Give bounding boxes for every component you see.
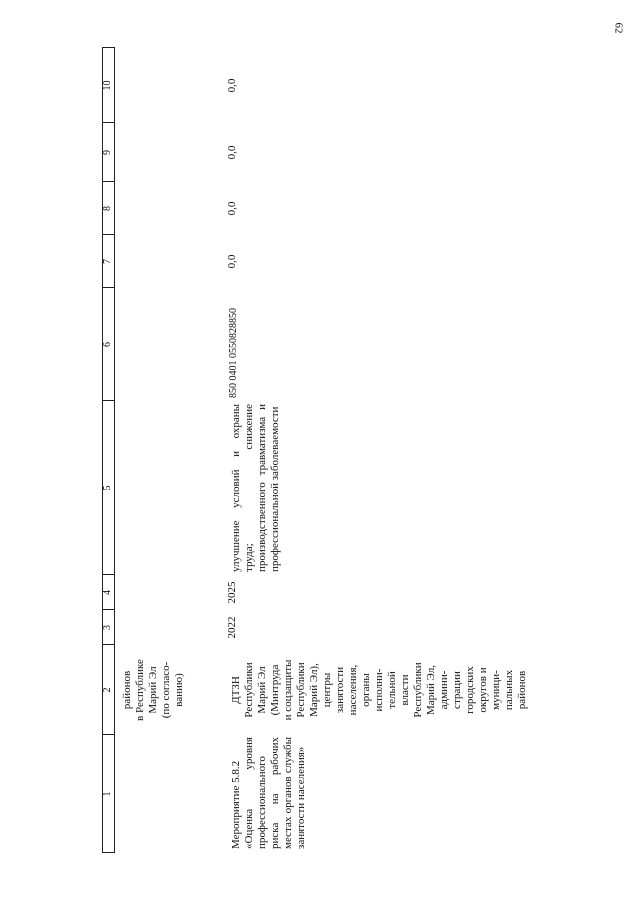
start-year: 2022 — [226, 616, 238, 639]
expected-result: улучшение условий и охраны труда; снижение производственного травматизма и профессиональной заболеваемости — [230, 404, 281, 572]
col-header-8: 8 — [102, 206, 113, 211]
col-header-10: 10 — [102, 80, 113, 91]
col-header-6: 6 — [102, 342, 113, 347]
value-col10: 0,0 — [226, 78, 238, 93]
value-col7: 0,0 — [226, 254, 238, 269]
program-table — [102, 47, 596, 853]
col-header-4: 4 — [102, 590, 113, 595]
col-header-3: 3 — [102, 625, 113, 630]
col-header-2: 2 — [102, 687, 113, 693]
measure-name: Мероприятие 5.8.2 «Оценка уровня профессионального риска на рабочих местах органов службы занятости населения» — [230, 737, 307, 849]
prev-row-executor: районов в Республике Марий Эл (по согласо- ванию) — [121, 659, 185, 721]
end-year: 2025 — [226, 581, 238, 604]
table-header-rule — [114, 47, 115, 853]
page-number: 62 — [612, 22, 625, 34]
col-header-9: 9 — [102, 150, 113, 155]
executors: ДТЗН Республики Марий Эл (Минтруда и соцзащиты Республики Марий Эл), центры занятости населения, органы исполни- тельной власти Республики Марий Эл, админи- страции городских округов и муници- пальных районов — [230, 659, 528, 721]
col-header-1: 1 — [102, 791, 113, 797]
rotated-table-wrapper — [102, 47, 596, 853]
budget-code: 850 0401 0550828850 — [228, 308, 239, 398]
col-header-7: 7 — [102, 259, 113, 264]
value-col8: 0,0 — [226, 201, 238, 216]
col-header-5: 5 — [102, 485, 113, 491]
value-col9: 0,0 — [226, 145, 238, 160]
